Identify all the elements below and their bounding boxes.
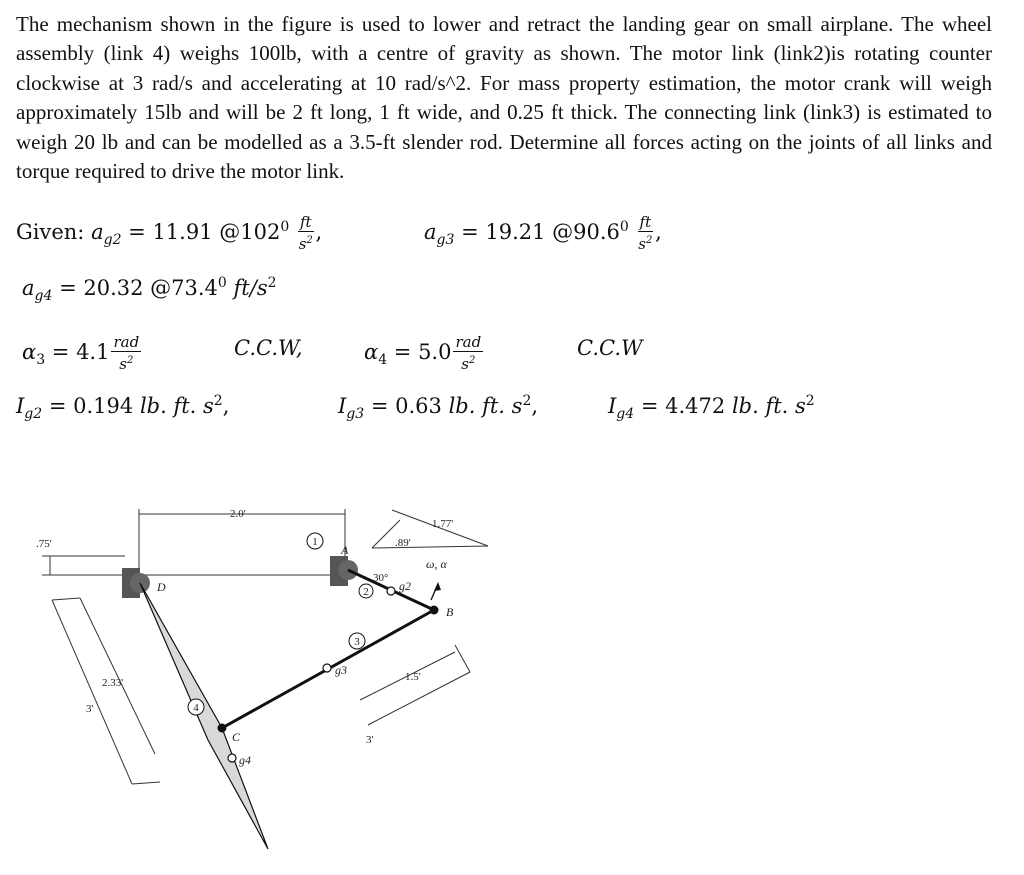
dim-089-label: .89'	[395, 537, 411, 549]
link-1-label: 1	[312, 536, 318, 548]
problem-text: The mechanism shown in the figure is used to lower and retract the landing gear on small airplane. The wheel assembly (link 4) weighs 100lb, with a centre of gravity as shown. The motor link (link2)is rotating counter clockwise at 3 rad/s and accelerating at 10 rad/s^2. For mass property estimation, the motor crank will weigh approximately 15lb and will be 2 ft long, 1 ft wide, and 0.25 ft thick. The connecting link (link3) is estimated to weigh 20 lb and can be modelled as a 3.5-ft slender rod. Determine all forces acting on the joints of all links and torque required to drive the motor link.	[16, 12, 992, 184]
cg-3-label: g3	[335, 663, 347, 677]
given-ig4: $I_{g4} = 4.472$ lb. ft. $s^2$	[608, 393, 815, 422]
dim-15-label: 1.5'	[405, 671, 421, 683]
given-ig3: $I_{g3} = 0.63$ lb. ft. $s^2$,	[338, 393, 539, 422]
cg-2-label: g2	[399, 579, 411, 593]
given-alpha3: $\alpha_3 = 4.1$ $\frac{\text{rad}}{s^2}$	[22, 333, 140, 373]
link-2-label: 2	[363, 586, 369, 598]
dimension-lines	[42, 509, 488, 784]
rotation-arrow-head	[434, 582, 441, 591]
given-alpha4-dir: C.C.W	[577, 336, 643, 360]
point-a-label: A	[341, 543, 349, 557]
cg-3-icon	[323, 664, 331, 672]
given-ag2: Given: $a_{g2} = 11.91$ $@102^0$ $\frac{ft}{s^2}$ ,	[16, 213, 323, 253]
given-alpha4: $\alpha_4 = 5.0$ $\frac{\text{rad}}{s^2}$	[364, 333, 482, 373]
point-c-label: C	[232, 730, 241, 744]
given-ag3: $a_{g3} = 19.21$ @90.6$^0$ $\frac{ft}{s^2}$ ,	[424, 213, 662, 253]
dim-3-right-label: 3'	[366, 734, 374, 746]
joint-c	[218, 724, 227, 733]
dim-177-label: 1.77'	[432, 518, 454, 530]
cg-4-icon	[228, 754, 236, 762]
link-4-label: 4	[193, 702, 199, 714]
joint-b	[430, 606, 439, 615]
point-d-label: D	[157, 580, 166, 594]
link-3-label: 3	[354, 636, 360, 648]
given-alpha3-dir: C.C.W,	[234, 336, 303, 360]
dim-3-left-label: 3'	[86, 703, 94, 715]
given-label: Given:	[16, 220, 85, 244]
dim-left-label: .75'	[36, 538, 52, 550]
cg-4-label: g4	[239, 753, 251, 767]
point-b-label: B	[446, 605, 454, 619]
dim-233-label: 2.33'	[102, 677, 124, 689]
omega-alpha-label: ω, α	[426, 557, 447, 571]
angle-label: 30°	[373, 572, 389, 584]
dim-top-label: 2.0'	[230, 508, 246, 520]
link-4	[140, 583, 268, 849]
cg-2-icon	[387, 587, 395, 595]
given-ag4: $a_{g4} = 20.32$ @73.4$^0$ $ft/s^2$	[22, 275, 277, 304]
given-ig2: $I_{g2} = 0.194$ lb. ft. $s^2$,	[16, 393, 230, 422]
